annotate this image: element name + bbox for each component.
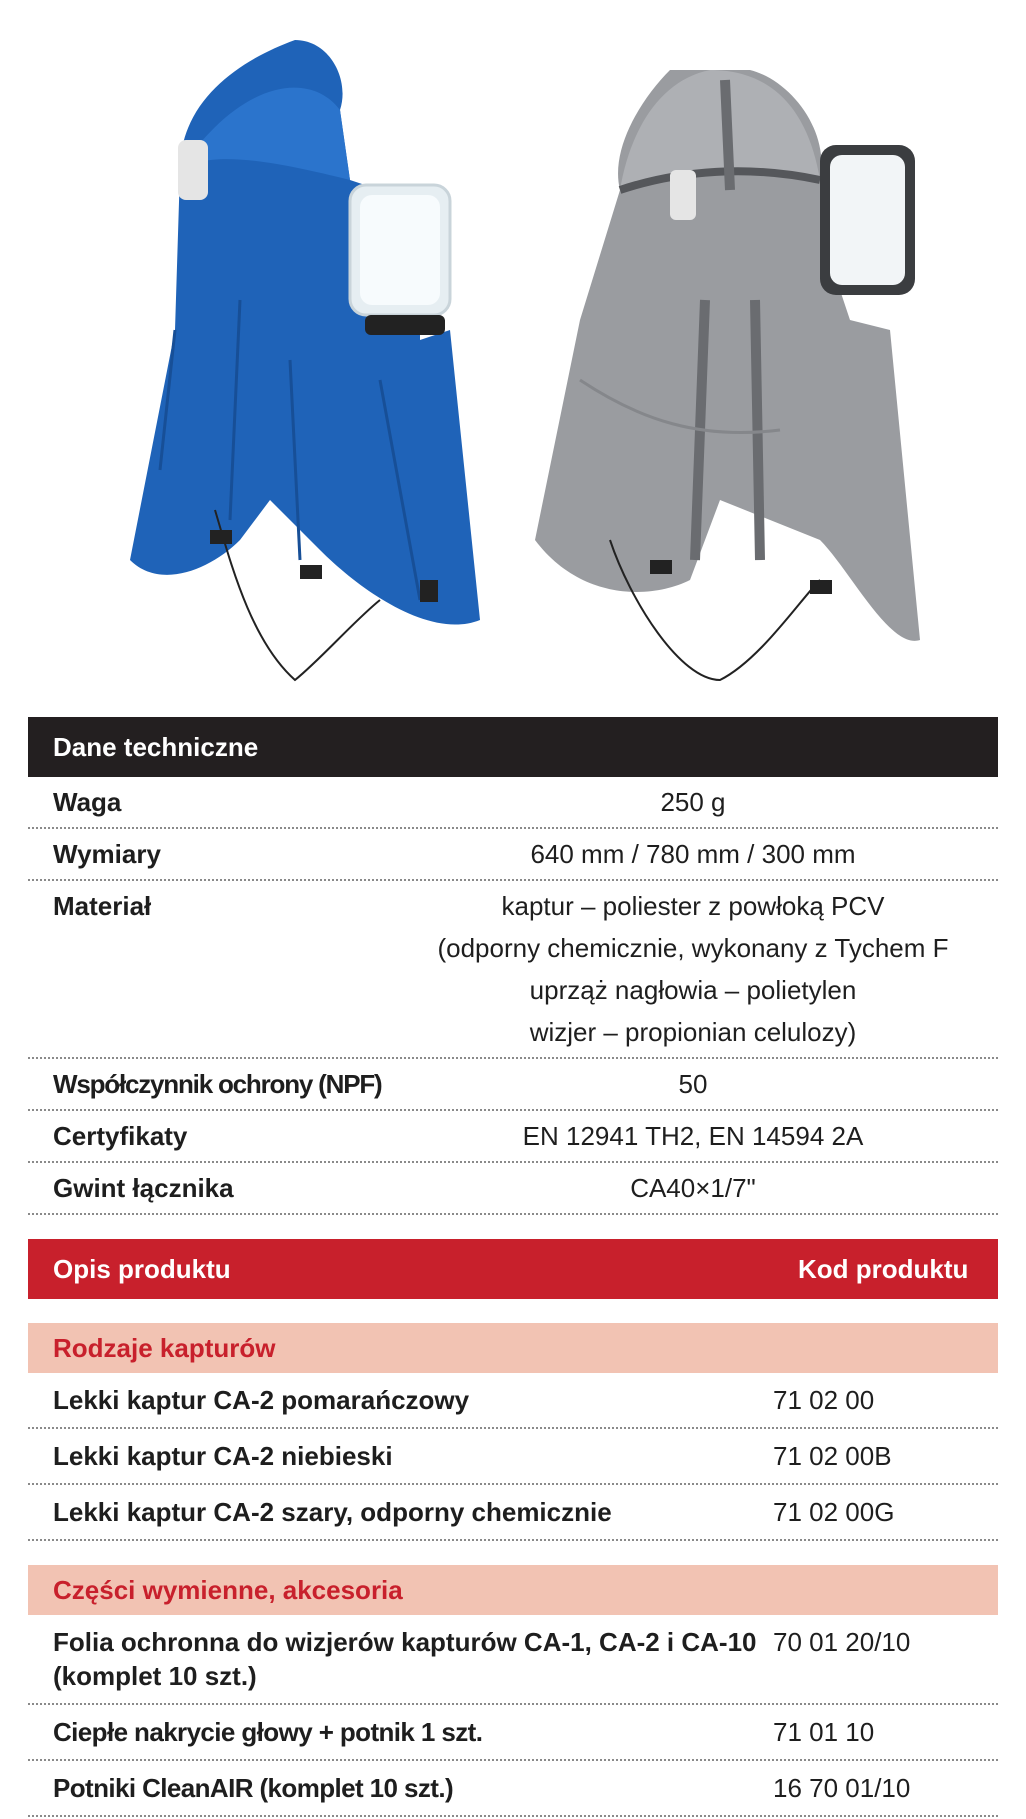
section-hood-types: Rodzaje kapturów	[28, 1323, 998, 1373]
product-desc: Lekki kaptur CA-2 niebieski	[53, 1441, 393, 1471]
product-code: 71 01 10	[773, 1717, 875, 1747]
spec-row-npf	[28, 1059, 998, 1111]
spec-label: Materiał	[53, 891, 152, 921]
spec-value: 640 mm / 780 mm / 300 mm	[530, 839, 856, 869]
material-line: (odporny chemicznie, wykonany z Tychem F	[437, 933, 949, 963]
product-code: 16 70 01/10	[773, 1773, 911, 1803]
section-spare-parts: Części wymienne, akcesoria	[28, 1565, 998, 1615]
table-row	[28, 1615, 998, 1705]
blue-hood-image	[120, 0, 500, 700]
material-line: uprząż nagłowia – polietylen	[529, 975, 857, 1005]
table-row	[28, 1429, 998, 1485]
table-row	[28, 1705, 998, 1761]
technical-data-table	[28, 717, 998, 1215]
spec-row-thread	[28, 1163, 998, 1215]
spec-label: Certyfikaty	[53, 1121, 188, 1151]
product-desc: Lekki kaptur CA-2 szary, odporny chemicznie	[53, 1497, 612, 1527]
spec-value: EN 12941 TH2, EN 14594 2A	[522, 1121, 864, 1151]
product-desc: Lekki kaptur CA-2 pomarańczowy	[53, 1385, 470, 1415]
product-code: 71 02 00	[773, 1385, 875, 1415]
spec-value	[388, 881, 998, 1057]
table-row	[28, 1373, 998, 1429]
spec-label: Waga	[53, 787, 122, 817]
spec-label: Współczynnik ochrony (NPF)	[53, 1069, 382, 1099]
order-header-desc: Opis produktu	[53, 1253, 231, 1284]
technical-data-header: Dane techniczne	[28, 717, 998, 777]
product-code: 70 01 20/10	[773, 1627, 911, 1657]
spec-label: Gwint łącznika	[53, 1173, 234, 1203]
spec-value: 50	[678, 1069, 708, 1099]
spec-row-material	[28, 881, 998, 1059]
table-row	[28, 1485, 998, 1541]
product-desc: Potniki CleanAIR (komplet 10 szt.)	[53, 1773, 454, 1803]
product-code: 71 02 00B	[773, 1441, 892, 1471]
spec-value: CA40×1/7"	[630, 1173, 756, 1203]
material-line: wizjer – propionian celulozy)	[529, 1017, 857, 1047]
product-order-table	[28, 1239, 998, 1817]
spec-row-weight	[28, 777, 998, 829]
product-photos	[0, 0, 1026, 700]
spec-row-dimensions	[28, 829, 998, 881]
material-line: kaptur – poliester z powłoką PCV	[501, 891, 885, 921]
order-header	[28, 1239, 998, 1299]
order-header-code: Kod produktu	[798, 1253, 969, 1284]
table-row	[28, 1761, 998, 1817]
spec-label: Wymiary	[53, 839, 161, 869]
product-desc: Folia ochronna do wizjerów kapturów CA-1, CA-2 i CA-10 (komplet 10 szt.)	[53, 1627, 757, 1691]
product-desc: Ciepłe nakrycie głowy + potnik 1 szt.	[53, 1717, 483, 1747]
spec-value: 250 g	[660, 787, 726, 817]
grey-hood-image	[520, 0, 940, 700]
spec-row-certificates	[28, 1111, 998, 1163]
product-code: 71 02 00G	[773, 1497, 895, 1527]
